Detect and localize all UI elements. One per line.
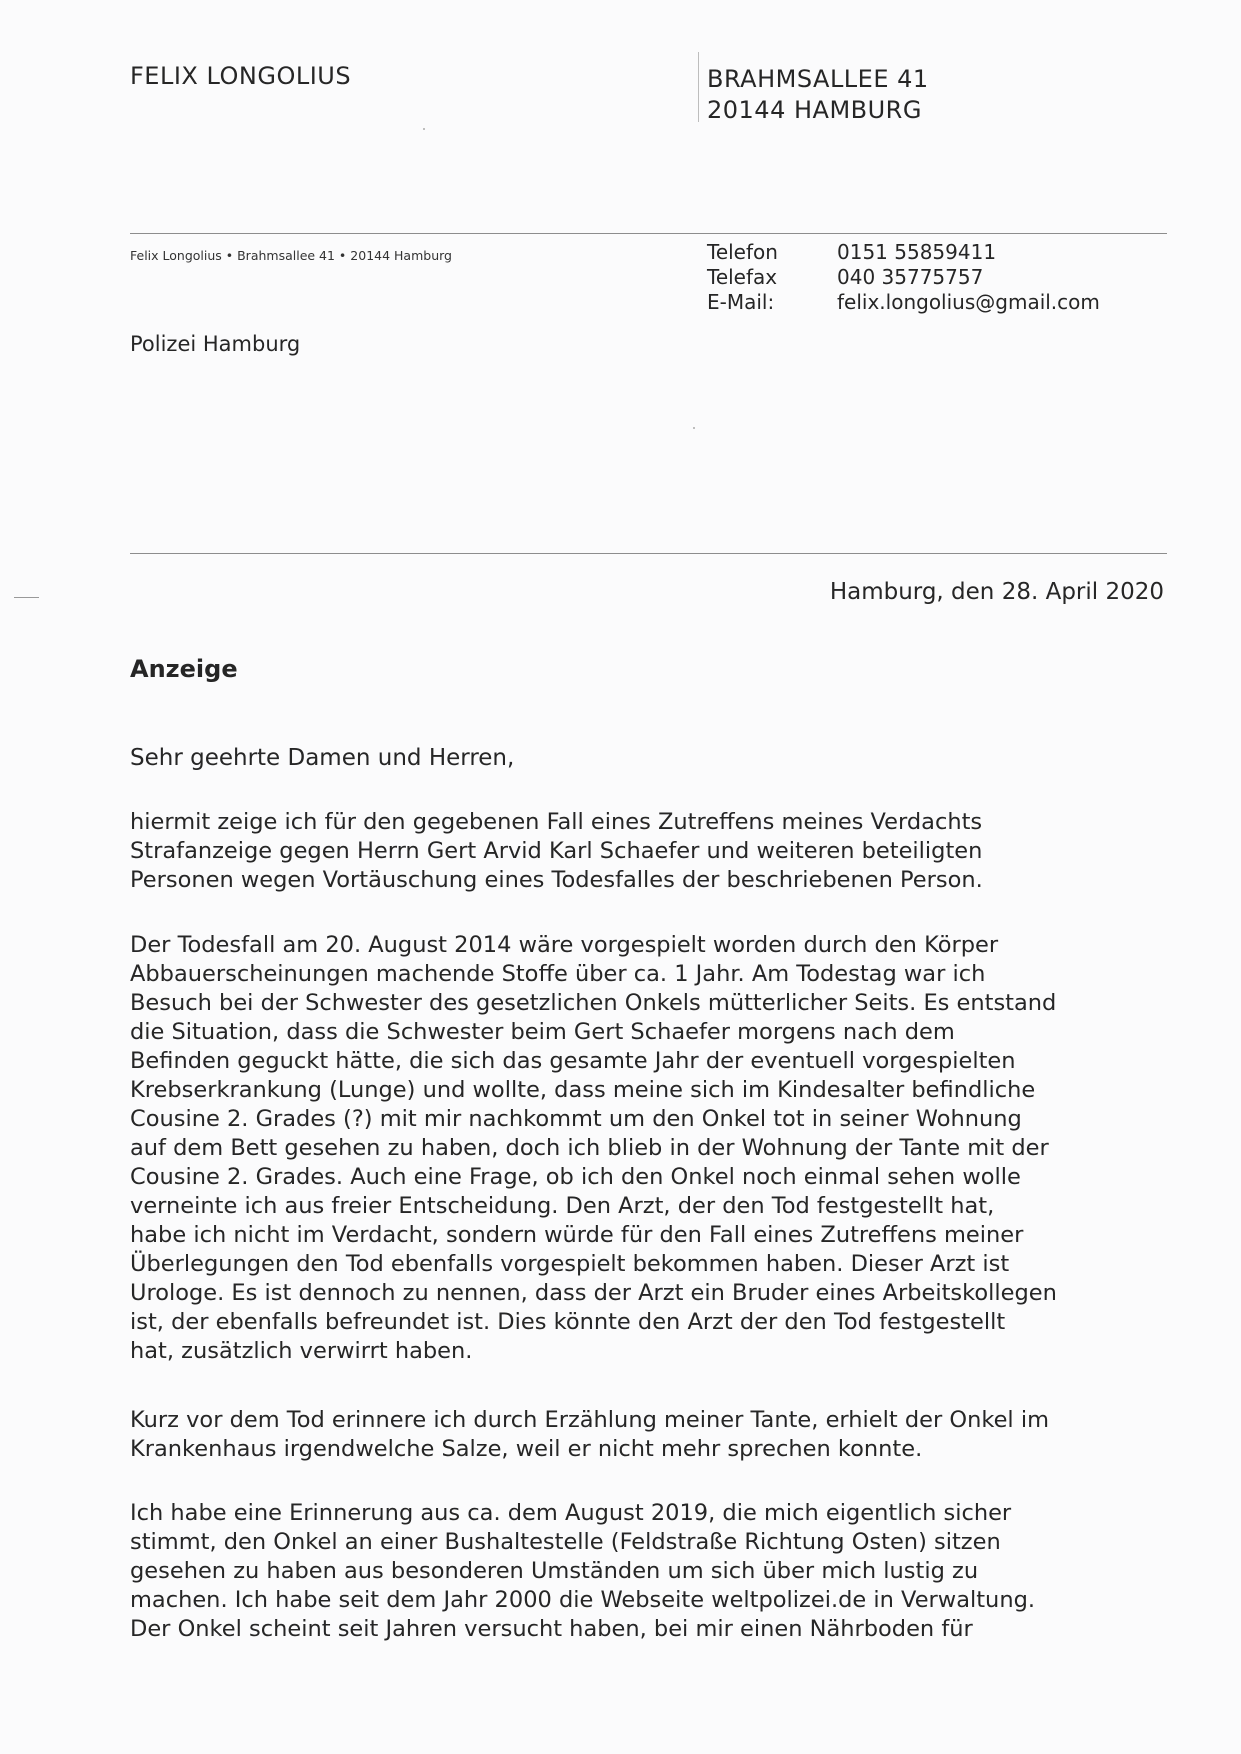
scan-speck [693, 427, 695, 429]
text-line: Urologe. Es ist dennoch zu nennen, dass der Arzt ein Bruder eines Arbeitskollegen [130, 1280, 1057, 1306]
header-divider [698, 52, 699, 122]
contact-fax-row [707, 265, 1100, 290]
text-line: hat, zusätzlich verwirrt haben. [130, 1338, 473, 1364]
sender-address [707, 64, 929, 126]
contact-block [707, 240, 1100, 315]
header-rule [130, 233, 1167, 234]
text-line: verneinte ich aus freier Entscheidung. Den Arzt, der den Tod festgestellt hat, [130, 1193, 995, 1219]
body-paragraph [130, 1406, 1170, 1464]
text-line: Überlegungen den Tod ebenfalls vorgespielt bekommen haben. Dieser Arzt ist [130, 1251, 1010, 1277]
fax-value: 040 35775757 [837, 265, 984, 289]
text-line: Krankenhaus irgendwelche Salze, weil er nicht mehr sprechen konnte. [130, 1436, 923, 1462]
address-street: BRAHMSALLEE 41 [707, 65, 929, 93]
contact-email-row [707, 290, 1100, 315]
recipient: Polizei Hamburg [130, 332, 301, 356]
text-line: machen. Ich habe seit dem Jahr 2000 die Webseite weltpolizei.de in Verwaltung. [130, 1587, 1036, 1613]
email-label: E-Mail: [707, 290, 775, 314]
fax-label: Telefax [707, 265, 778, 289]
text-line: Personen wegen Vortäuschung eines Todesfalles der beschriebenen Person. [130, 867, 983, 893]
text-line: Abbauerscheinungen machende Stoffe über ca. 1 Jahr. Am Todestag war ich [130, 961, 986, 987]
letter-subject: Anzeige [130, 655, 238, 683]
text-line: Der Onkel scheint seit Jahren versucht haben, bei mir einen Nährboden für [130, 1616, 973, 1642]
text-line: Strafanzeige gegen Herrn Gert Arvid Karl Schaefer und weiteren beteiligten [130, 838, 983, 864]
phone-value: 0151 55859411 [837, 240, 997, 264]
text-line: ist, der ebenfalls befreundet ist. Dies könnte den Arzt der den Tod festgestellt [130, 1309, 1006, 1335]
address-city: 20144 HAMBURG [707, 96, 922, 124]
text-line: auf dem Bett gesehen zu haben, doch ich blieb in der Wohnung der Tante mit der [130, 1135, 1049, 1161]
letter-date: Hamburg, den 28. April 2020 [829, 579, 1164, 605]
return-address-line: Felix Longolius • Brahmsallee 41 • 20144 Hamburg [130, 248, 452, 263]
text-line: gesehen zu haben aus besonderen Umständen um sich über mich lustig zu [130, 1558, 979, 1584]
text-line: Kurz vor dem Tod erinnere ich durch Erzählung meiner Tante, erhielt der Onkel im [130, 1407, 1049, 1433]
text-line: Besuch bei der Schwester des gesetzlichen Onkels mütterlicher Seits. Es entstand [130, 990, 1057, 1016]
text-line: hiermit zeige ich für den gegebenen Fall eines Zutreffens meines Verdachts [130, 809, 983, 835]
text-line: Ich habe eine Erinnerung aus ca. dem August 2019, die mich eigentlich sicher [130, 1500, 1012, 1526]
text-line: Cousine 2. Grades (?) mit mir nachkommt um den Onkel tot in seiner Wohnung [130, 1106, 1022, 1132]
text-line: Der Todesfall am 20. August 2014 wäre vorgespielt worden durch den Körper [130, 932, 999, 958]
text-line: Cousine 2. Grades. Auch eine Frage, ob ich den Onkel noch einmal sehen wolle [130, 1164, 1021, 1190]
text-line: Krebserkrankung (Lunge) und wollte, dass meine sich im Kindesalter befindliche [130, 1077, 1036, 1103]
salutation: Sehr geehrte Damen und Herren, [130, 745, 515, 771]
text-line: Befinden geguckt hätte, die sich das gesamte Jahr der eventuell vorgespielten [130, 1048, 1016, 1074]
text-line: die Situation, dass die Schwester beim Gert Schaefer morgens nach dem [130, 1019, 955, 1045]
body-paragraph [130, 931, 1170, 1366]
email-value: felix.longolius@gmail.com [837, 290, 1100, 314]
text-line: habe ich nicht im Verdacht, sondern würde für den Fall eines Zutreffens meiner [130, 1222, 1024, 1248]
body-paragraph [130, 1499, 1170, 1644]
contact-phone-row [707, 240, 1100, 265]
phone-label: Telefon [707, 240, 778, 264]
address-block-rule [130, 553, 1167, 554]
scan-speck [423, 128, 425, 130]
text-line: stimmt, den Onkel an einer Bushaltestelle (Feldstraße Richtung Osten) sitzen [130, 1529, 1001, 1555]
body-paragraph [130, 808, 1170, 895]
fold-mark [14, 597, 39, 598]
sender-name: FELIX LONGOLIUS [130, 62, 352, 90]
